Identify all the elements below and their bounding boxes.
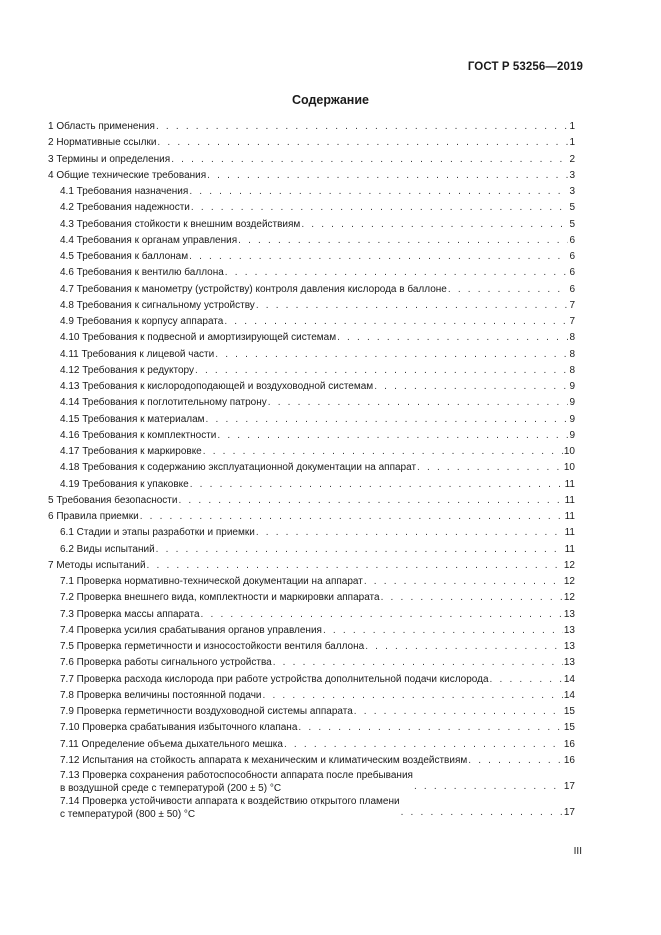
toc-entry[interactable] — [48, 200, 575, 216]
toc-leader-dots — [263, 688, 563, 704]
toc-entry-label: 4.15 Требования к материалам — [60, 413, 205, 425]
toc-leader-dots — [217, 428, 568, 444]
toc-entry-label: 7.13 Проверка сохранения работоспособности аппарата после пребывания в воздушной среде с температурой (200 ± 5) °С — [60, 770, 413, 794]
toc-entry-label: 7.2 Проверка внешнего вида, комплектности и маркировки аппарата — [60, 592, 380, 604]
toc-leader-dots — [414, 779, 563, 795]
toc-entry-page: 13 — [563, 608, 575, 620]
toc-entry[interactable] — [48, 314, 575, 330]
toc-entry-label: 7.12 Испытания на стойкость аппарата к механическим и климатическим воздействиям — [60, 754, 468, 766]
toc-entry-page: 6 — [569, 251, 575, 262]
toc-leader-dots — [238, 233, 568, 249]
toc-leader-dots — [207, 168, 568, 184]
toc-leader-dots — [256, 525, 564, 541]
toc-entry-page: 16 — [563, 738, 575, 750]
toc-entry-label: 4.12 Требования к редуктору — [60, 364, 195, 376]
toc-entry-page: 8 — [569, 364, 575, 376]
toc-entry-page: 12 — [563, 592, 575, 604]
toc-entry-label: 7.3 Проверка массы аппарата — [60, 608, 200, 620]
toc-entry[interactable] — [48, 217, 575, 233]
toc-entry[interactable] — [48, 623, 575, 639]
toc-entry-label: 7 Методы испытаний — [48, 559, 146, 571]
toc-entry[interactable] — [48, 590, 575, 606]
toc-entry[interactable] — [48, 542, 575, 558]
toc-entry-page: 3 — [569, 169, 575, 181]
toc-entry-page: 6 — [569, 267, 575, 279]
toc-entry-label: 7.9 Проверка герметичности воздуховодной системы аппарата — [60, 706, 353, 717]
toc-leader-dots — [468, 753, 563, 769]
toc-entry[interactable] — [48, 639, 575, 655]
toc-entry-page: 16 — [563, 754, 575, 766]
toc-leader-dots — [490, 672, 563, 688]
toc-leader-dots — [156, 119, 568, 135]
toc-entry[interactable] — [48, 558, 575, 574]
toc-entry-page: 13 — [563, 624, 575, 636]
page-title: Содержание — [291, 93, 369, 107]
toc-entry-page: 7 — [569, 316, 575, 327]
toc-entry[interactable] — [48, 525, 575, 541]
toc-entry-page: 12 — [563, 559, 575, 571]
toc-leader-dots — [206, 412, 569, 428]
toc-entry[interactable] — [48, 330, 575, 346]
toc-entry-label: 7.10 Проверка срабатывания избыточного клапана — [60, 722, 298, 734]
toc-leader-dots — [189, 184, 568, 200]
toc-leader-dots — [268, 395, 569, 411]
toc-entry[interactable] — [48, 769, 575, 795]
toc-entry-label: 6 Правила приемки — [48, 511, 139, 522]
toc-entry-label: 4.16 Требования к комплектности — [60, 429, 217, 441]
toc-entry-page: 10 — [563, 462, 575, 474]
toc-entry[interactable] — [48, 795, 575, 821]
page-number: III — [573, 846, 582, 857]
toc-entry[interactable] — [48, 477, 575, 493]
toc-leader-dots — [273, 655, 563, 671]
toc-entry-page: 17 — [563, 806, 575, 818]
toc-entry-label: 4.10 Требования к подвесной и амортизирующей системам — [60, 332, 337, 344]
toc-leader-dots — [201, 607, 563, 623]
toc-entry[interactable] — [48, 168, 575, 184]
toc-entry-label: 5 Требования безопасности — [48, 494, 178, 506]
toc-entry[interactable] — [48, 298, 575, 314]
toc-entry-label: 7.4 Проверка усилия срабатывания органов управления — [60, 624, 322, 636]
toc-entry-label: 7.6 Проверка работы сигнального устройства — [60, 657, 272, 669]
toc-entry[interactable] — [48, 135, 575, 151]
toc-entry-label: 7.1 Проверка нормативно-технической документации на аппарат — [60, 576, 363, 587]
toc-entry-page: 6 — [569, 234, 575, 246]
toc-leader-dots — [157, 135, 568, 151]
toc-leader-dots — [401, 805, 563, 821]
toc-entry-label: 4.8 Требования к сигнальному устройству — [60, 299, 255, 311]
toc-leader-dots — [374, 379, 568, 395]
toc-leader-dots — [203, 444, 563, 460]
toc-entry-page: 11 — [564, 543, 575, 555]
toc-entry[interactable] — [48, 119, 575, 135]
toc-leader-dots — [417, 460, 563, 476]
toc-leader-dots — [215, 347, 568, 363]
toc-entry-page: 11 — [564, 478, 575, 490]
toc-leader-dots — [189, 249, 568, 265]
toc-entry[interactable] — [48, 509, 575, 525]
toc-leader-dots — [191, 200, 569, 216]
toc-entry[interactable] — [48, 672, 575, 688]
toc-entry-label: 6.2 Виды испытаний — [60, 543, 155, 555]
toc-leader-dots — [190, 477, 564, 493]
toc-entry[interactable] — [48, 347, 575, 363]
toc-entry[interactable] — [48, 444, 575, 460]
table-of-contents — [48, 119, 575, 821]
toc-entry-label: 4.6 Требования к вентилю баллона — [60, 267, 224, 279]
toc-entry-label: 4.17 Требования к маркировке — [60, 446, 202, 457]
toc-entry-page: 14 — [563, 689, 575, 701]
toc-entry[interactable] — [48, 493, 575, 509]
toc-entry-page: 5 — [569, 202, 575, 214]
toc-entry-label: 6.1 Стадии и этапы разработки и приемки — [60, 527, 255, 539]
toc-entry-page: 9 — [569, 381, 575, 392]
toc-leader-dots — [284, 737, 563, 753]
toc-entry[interactable] — [48, 395, 575, 411]
toc-leader-dots — [195, 363, 568, 379]
toc-entry-page: 7 — [569, 299, 575, 311]
toc-entry-page: 9 — [569, 429, 575, 441]
toc-leader-dots — [448, 282, 569, 298]
toc-entry-page: 9 — [569, 413, 575, 425]
toc-entry-label: 4.3 Требования стойкости к внешним воздействиям — [60, 218, 301, 230]
toc-entry-page: 6 — [569, 283, 575, 295]
toc-leader-dots — [354, 704, 563, 720]
toc-entry-label: 4.9 Требования к корпусу аппарата — [60, 316, 224, 327]
toc-entry[interactable] — [48, 249, 575, 265]
toc-entry[interactable] — [48, 753, 575, 769]
toc-entry-label: 4.14 Требования к поглотительному патрону — [60, 397, 267, 409]
toc-leader-dots — [256, 298, 569, 314]
toc-entry[interactable] — [48, 460, 575, 476]
toc-entry-page: 14 — [563, 673, 575, 685]
toc-entry-label: 7.11 Определение объема дыхательного мешка — [60, 738, 283, 750]
toc-entry[interactable] — [48, 655, 575, 671]
toc-entry-page: 15 — [563, 706, 575, 717]
toc-leader-dots — [323, 623, 563, 639]
toc-entry[interactable] — [48, 607, 575, 623]
toc-entry[interactable] — [48, 363, 575, 379]
toc-entry-page: 2 — [569, 153, 575, 165]
toc-leader-dots — [178, 493, 563, 509]
toc-leader-dots — [301, 217, 568, 233]
toc-entry-page: 9 — [569, 397, 575, 409]
toc-entry-label: 4 Общие технические требования — [48, 169, 207, 181]
toc-entry[interactable] — [48, 184, 575, 200]
toc-entry-label: 3 Термины и определения — [48, 153, 171, 165]
toc-entry-label: 4.1 Требования назначения — [60, 186, 189, 197]
toc-leader-dots — [147, 558, 563, 574]
toc-entry-label: 1 Область применения — [48, 121, 155, 132]
toc-entry-page: 10 — [563, 446, 575, 457]
document-code: ГОСТ Р 53256—2019 — [467, 61, 583, 73]
toc-entry[interactable] — [48, 152, 575, 168]
toc-entry-page: 5 — [569, 218, 575, 230]
toc-leader-dots — [224, 314, 568, 330]
toc-entry-label: 7.7 Проверка расхода кислорода при работе устройства дополнительной подачи кислорода — [60, 673, 489, 685]
toc-entry-page: 12 — [563, 576, 575, 587]
toc-leader-dots — [381, 590, 563, 606]
toc-entry-label: 4.19 Требования к упаковке — [60, 478, 189, 490]
toc-entry-label: 4.2 Требования надежности — [60, 202, 190, 214]
toc-entry-page: 3 — [569, 186, 575, 197]
toc-entry[interactable] — [48, 428, 575, 444]
toc-entry[interactable] — [48, 737, 575, 753]
toc-entry-page: 8 — [569, 332, 575, 344]
toc-entry[interactable] — [48, 282, 575, 298]
toc-entry-page: 11 — [564, 494, 575, 506]
toc-entry-page: 1 — [569, 121, 575, 132]
toc-entry-label: 4.13 Требования к кислородоподающей и воздуховодной системам — [60, 381, 374, 392]
toc-entry-label: 7.5 Проверка герметичности и износостойкости вентиля баллона — [60, 641, 365, 652]
toc-entry-page: 13 — [563, 641, 575, 652]
toc-entry[interactable] — [48, 688, 575, 704]
toc-entry-page: 8 — [569, 348, 575, 360]
toc-entry[interactable] — [48, 704, 575, 720]
toc-entry[interactable] — [48, 720, 575, 736]
toc-leader-dots — [140, 509, 564, 525]
toc-leader-dots — [365, 639, 563, 655]
toc-entry-page: 11 — [564, 527, 575, 539]
toc-entry[interactable] — [48, 265, 575, 281]
toc-entry-label: 4.7 Требования к манометру (устройству) контроля давления кислорода в баллоне — [60, 283, 447, 295]
toc-entry-label: 4.4 Требования к органам управления — [60, 234, 238, 246]
toc-entry-label: 7.14 Проверка устойчивости аппарата к воздействию открытого пламени с температурой (800 ± 50) °С — [60, 796, 400, 820]
toc-entry-label: 2 Нормативные ссылки — [48, 137, 157, 149]
toc-leader-dots — [364, 574, 563, 590]
toc-leader-dots — [171, 152, 568, 168]
toc-leader-dots — [156, 542, 564, 558]
toc-entry-page: 13 — [563, 657, 575, 669]
toc-entry-page: 1 — [569, 137, 575, 149]
toc-leader-dots — [298, 720, 562, 736]
toc-entry-label: 7.8 Проверка величины постоянной подачи — [60, 689, 262, 701]
toc-entry-label: 4.18 Требования к содержанию эксплуатационной документации на аппарат — [60, 462, 417, 474]
toc-entry[interactable] — [48, 233, 575, 249]
toc-entry[interactable] — [48, 412, 575, 428]
toc-entry-label: 4.11 Требования к лицевой части — [60, 348, 215, 360]
toc-entry-page: 11 — [564, 511, 575, 522]
toc-entry-page: 17 — [563, 780, 575, 792]
toc-leader-dots — [225, 265, 569, 281]
toc-entry[interactable] — [48, 379, 575, 395]
toc-entry-label: 4.5 Требования к баллонам — [60, 251, 189, 262]
toc-entry[interactable] — [48, 574, 575, 590]
toc-leader-dots — [337, 330, 568, 346]
toc-entry-page: 15 — [563, 722, 575, 734]
